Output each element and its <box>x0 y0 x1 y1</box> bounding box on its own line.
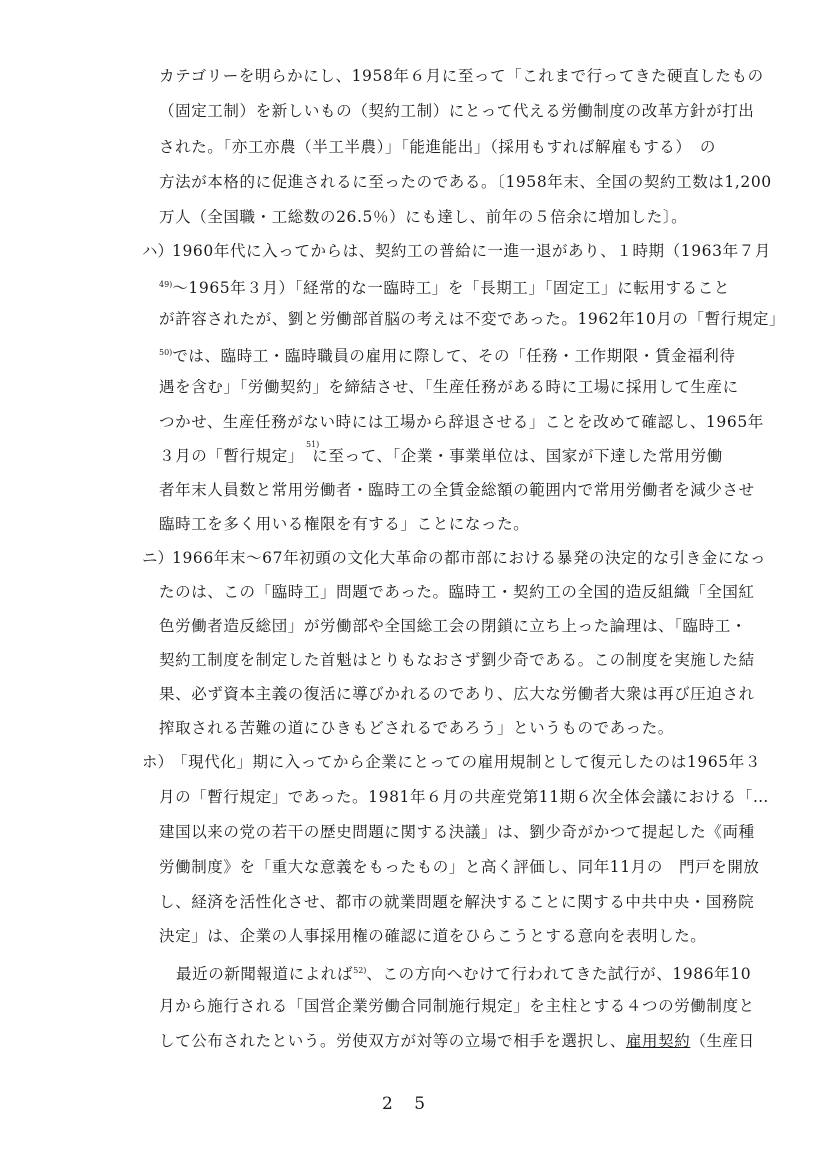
text-line: 色労働者造反総団」が労働部や全国総工会の閉鎖に立ち上った論理は、「臨時工・ <box>159 617 747 635</box>
text-line: 1966年末～67年初頭の文化大革命の都市部における暴発の決定的な引き金になっ <box>172 549 767 567</box>
text-line: 万人（全国職・工総数の26.5％）にも達し、前年の５倍余に増加した〕。 <box>159 208 688 226</box>
text-line-content: 、この方向へむけて行われてきた試行が、1986年10 <box>366 965 752 984</box>
text-line-content: ～1965年３月）「経常的な一臨時工」を「長期工」「固定工」に転用すること <box>172 279 730 298</box>
text-line: 搾取される苦難の道にひきもどされるであろう」というものであった。 <box>159 719 674 737</box>
note-mark: 52) <box>353 966 367 975</box>
page-number: 2 5 <box>382 1094 434 1114</box>
text-line: 契約工制度を制定した首魁はとりもなおさず劉少奇である。この制度を実施した結 <box>159 651 755 669</box>
text-line: が許容されたが、劉と労働部首脳の考えは不変であった。1962年10月の「暫行規定」 <box>159 310 786 328</box>
text-line: 「現代化」期に入ってから企業にとっての雇用規制として復元したのは1965年３ <box>172 753 761 771</box>
text-line <box>159 1031 755 1051</box>
text-line: 労働制度》を「重大な意義をもったもの」と高く評価し、同年11月の 門戸を開放 <box>159 858 760 876</box>
text-line: 臨時工を多く用いる権限を有する」ことになった。 <box>159 515 530 533</box>
list-marker: ニ） <box>142 549 174 567</box>
text-line: 1960年代に入ってからは、契約工の普給に一進一退があり、１時期（1963年７月 <box>172 242 771 260</box>
text-line: つかせ、生産任務がない時には工場から辞退させる」ことを改めて確認し、1965年 <box>159 413 764 431</box>
list-marker: ハ） <box>142 242 174 260</box>
text-line <box>176 961 751 984</box>
text-line: 月から施行される「国営企業労働合同制施行規定」を主柱とする４つの労働制度と <box>159 997 755 1015</box>
list-marker: ホ） <box>142 753 174 771</box>
text-line: 遇を含む」「労働契約」を締結させ、「生産任務がある時に工場に採用して生産に <box>159 378 739 396</box>
text-line: された。「亦工亦農（半工半農）」「能進能出」（採用もすれば解雇もする） の <box>159 138 716 156</box>
text-line <box>159 275 730 298</box>
underlined-term: 雇用契約 <box>625 1032 691 1050</box>
text-line-content: では、臨時工・臨時職員の雇用に際して、その「任務・工作期限・賃金福利待 <box>172 347 736 366</box>
text-line: 果、必ず資本主義の復活に導びかれるのであり、広大な労働者大衆は再び圧迫され <box>159 685 755 703</box>
text-line: （固定工制）を新しいもの（契約工制）にとって代える労働制度の改革方針が打出 <box>159 102 755 120</box>
text-line-content: （生産日 <box>690 1032 755 1050</box>
text-line <box>159 343 736 366</box>
text-line: 者年末人員数と常用労働者・臨時工の全賃金総額の範囲内で常用労働者を減少させ <box>159 481 755 499</box>
text-line-content: 最近の新聞報道によれば <box>176 965 354 984</box>
note-mark: 50) <box>159 348 173 357</box>
text-line: 決定」は、企業の人事採用権の確認に道をひらこうとする意向を表明した。 <box>159 927 707 945</box>
text-line-content: して公布されたという。労使双方が対等の立場で相手を選択し、 <box>159 1032 626 1050</box>
note-mark: 49) <box>159 280 173 289</box>
text-line: し、経済を活性化させ、都市の就業問題を解決することに関する中共中央・国務院 <box>159 893 755 911</box>
text-line: たのは、この「臨時工」問題であった。臨時工・契約工の全国的造反組織「全国紅 <box>159 583 755 601</box>
text-line: カテゴリーを明らかにし、1958年６月に至って「これまで行ってきた硬直したもの <box>159 67 764 85</box>
text-line: ３月の「暫行規定」 に至って、「企業・事業単位は、国家が下達した常用労働 <box>159 447 723 465</box>
text-line: 月の「暫行規定」であった。1981年６月の共産党第11期６次全体会議における「… <box>159 788 770 806</box>
text-line: 建国以来の党の若干の歴史問題に関する決議」は、劉少奇がかつて提起した《両種 <box>159 823 755 841</box>
text-line: 方法が本格的に促進されるに至ったのである。〔1958年末、全国の契約工数は1,200 <box>159 173 772 191</box>
note-mark: 51) <box>306 440 320 449</box>
